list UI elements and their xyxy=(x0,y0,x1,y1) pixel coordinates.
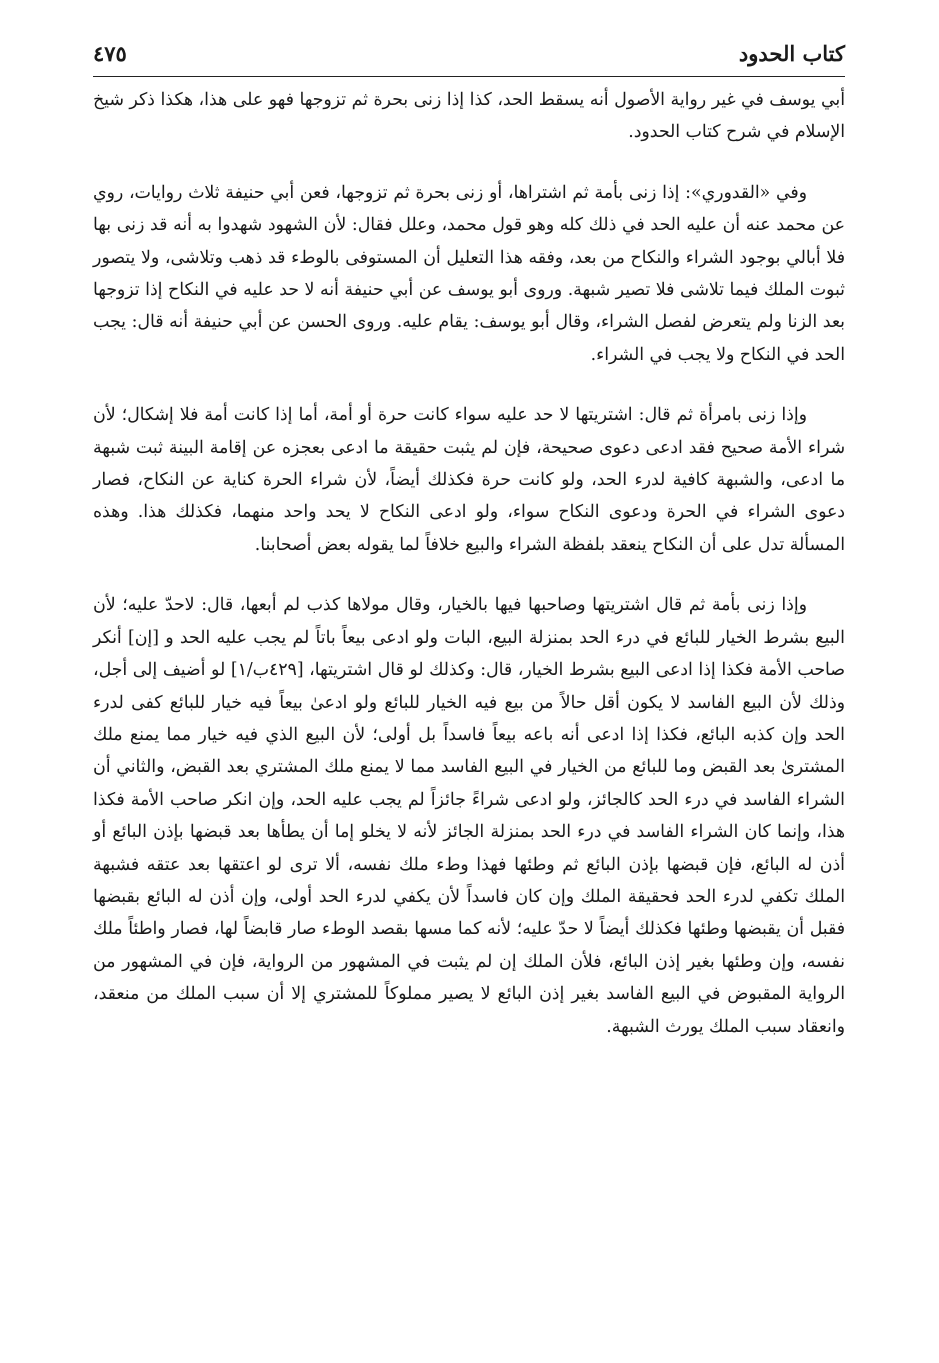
paragraph-1: أبي يوسف في غير رواية الأصول أنه يسقط الحد، كذا إذا زنى بحرة ثم تزوجها فهو على هذا، هكذا ذكر شيخ الإسلام في شرح كتاب الحدود. xyxy=(93,90,845,143)
running-title: كتاب الحدود xyxy=(738,41,845,66)
paragraph-4: وإذا زنى بأمة ثم قال اشتريتها وصاحبها فيها بالخيار، وقال مولاها كذب لم أبعها، قال: لاحدّ عليه؛ لأن البيع بشرط الخيار للبائع في درء الحد بمنزلة البيع، البات ولو ادعى بيعاً باتاً لم يجب عليه الحد و [إن] أنكر صاحب الأمة فكذا إذا ادعى البيع بشرط الخيار، قال: وكذلك لو قال اشتريتها، [٤٢٩ب/١] لو أضيف إلى أجل، وذلك لأن البيع الفاسد لا يكون أقل حالاً من بيع فيه الخيار للبائع ولو ادعىٰ بيعاً فيه خيار للبائع كفى لدرء الحد وإن كذبه البائع، فكذا إذا ادعى أنه باعه بيعاً فاسداً بل أولى؛ لأن البيع الذي فيه خيار مما يمنع ملك المشترىٰ بعد القبض وما للبائع من الخيار في البيع الفاسد مما لا يمنع ملك المشتري بعد القبض، والثاني أن الشراء الفاسد في درء الحد كالجائز، ولو ادعى شراءً جائزاً لم يجب عليه الحد، وإن انكر صاحب الأمة فكذا هذا، وإنما كان الشراء الفاسد في درء الحد بمنزلة الجائز لأنه لا يخلو إما أن يطأها بعد قبضها بإذن البائع أو أذن له البائع، فإن قبضها بإذن البائع ثم وطئها فهذا وطء ملك نفسه، ألا ترى لو اعتقها بعد عتقه فشبهة الملك تكفي لدرء الحد فحقيقة الملك وإن كان فاسداً لأن يكفي لدرء الحد أولى، وإن أذن له البائع بقبضها فقبل أن يقبضها وطئها فكذلك أيضاً لا حدّ عليه؛ لأنه كما مسها بقصد الوطء صار قابضاً لها، فصار واطئاً ملك نفسه، وإن وطئها بغير إذن البائع، فلأن الملك إن لم يثبت في المشهور من الرواية، فإن في المشهور من الرواية المقبوض في البيع الفاسد بغير إذن البائع لا يصير مملوكاً للمشتري إلا أن سبب الملك من منعقد، وانعقاد سبب الملك يورث الشبهة. xyxy=(93,595,845,1037)
header-divider xyxy=(93,76,845,77)
paragraph-3: وإذا زنى بامرأة ثم قال: اشتريتها لا حد عليه سواء كانت حرة أو أمة، أما إذا كانت أمة فلا إشكال؛ لأن شراء الأمة صحيح فقد ادعى دعوى صحيحة، فإن لم يثبت حقيقة ما ادعى بعجزه عن إقامة البينة ثبت شبهة ما ادعى، والشبهة كافية لدرء الحد، ولو كانت حرة فكذلك أيضاً، لأن شراء الحرة كناية عن النكاح، فصار دعوى الشراء في الحرة ودعوى النكاح سواء، ولو ادعى النكاح لا يحد واحد منهما، فكذلك هذا. وهذه المسألة تدل على أن النكاح ينعقد بلفظة الشراء والبيع خلافاً لما يقوله بعض أصحابنا. xyxy=(93,405,845,555)
paragraph-2: وفي «القدوري»: إذا زنى بأمة ثم اشتراها، أو زنى بحرة ثم تزوجها، فعن أبي حنيفة ثلاث روايات، روي عن محمد عنه أن عليه الحد في ذلك كله وهو قول محمد، وعلل فقال: لأن الشهود شهدوا به أنه قد زنى بها فلا أبالي بوجود الشراء والنكاح من بعد، وفقه هذا التعليل أن المستوفى بالوطء قد ذهب وتلاشى، ولا يتصور ثبوت الملك فيما تلاشى فلا تصير شبهة. وروى أبو يوسف عن أبي حنيفة أنه لا حد عليه في النكاح إذا تزوجها بعد الزنا ولم يتعرض لفصل الشراء، وقال أبو يوسف: يقام عليه. وروى الحسن عن أبي حنيفة أنه قال: يجب الحد في النكاح ولا يجب في الشراء. xyxy=(93,182,845,365)
body-text xyxy=(93,84,845,1043)
page-number: ٤٧٥ xyxy=(93,41,127,66)
page-header xyxy=(93,36,845,72)
